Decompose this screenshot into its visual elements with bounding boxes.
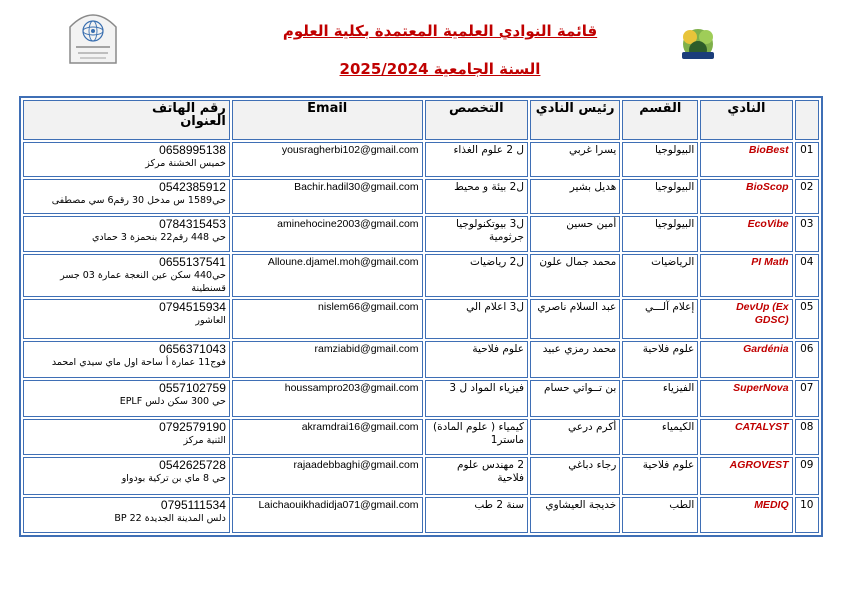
email-cell: Bachir.hadil30@gmail.com <box>232 179 423 214</box>
club-name-cell: PI Math <box>700 254 792 297</box>
specialty-cell: ل2 بيئة و محيط <box>425 179 528 214</box>
department-cell: البيولوجيا <box>622 179 698 214</box>
specialty-cell: فيزياء المواد ل 3 <box>425 380 528 417</box>
row-number: 09 <box>795 457 819 495</box>
specialty-cell: علوم فلاحية <box>425 341 528 378</box>
cell-phone-address <box>23 179 230 214</box>
clubs-table <box>19 96 823 537</box>
header-number <box>795 100 819 140</box>
email-cell: ramziabid@gmail.com <box>232 341 423 378</box>
cell-phone-address <box>23 341 230 378</box>
cell-phone-address <box>23 254 230 297</box>
cell-phone-address <box>23 216 230 252</box>
address: حي1589 س مدخل 30 رقم6 سي مصطفى <box>51 195 226 206</box>
club-name-cell: BioBest <box>700 142 792 177</box>
email-cell: aminehocine2003@gmail.com <box>232 216 423 252</box>
header-specialty: التخصص <box>425 100 528 140</box>
phone-number: 0658995138 <box>159 143 226 157</box>
president-cell: عبد السلام ناصري <box>530 299 620 339</box>
specialty-cell: 2 مهندس علوم فلاحية <box>425 457 528 495</box>
president-cell: يسرا غربي <box>530 142 620 177</box>
phone-number: 0794515934 <box>159 300 226 314</box>
specialty-cell: ل3 اعلام الي <box>425 299 528 339</box>
president-cell: هديل بشير <box>530 179 620 214</box>
club-name-cell: CATALYST <box>700 419 792 455</box>
cell-phone-address <box>23 419 230 455</box>
header-email: Email <box>232 100 423 140</box>
table-row <box>23 497 819 533</box>
address: دلس المدينة الجديدة BP 22 <box>114 513 226 524</box>
header-club: النادي <box>700 100 792 140</box>
address: فوج11 عمارة أ ساحة اول ماي سيدي امحمد <box>51 357 226 368</box>
address: الثنية مركز <box>183 435 226 446</box>
table-row <box>23 457 819 495</box>
department-cell: إعلام آلـــي <box>622 299 698 339</box>
table-header-row <box>23 100 819 140</box>
department-cell: علوم فلاحية <box>622 457 698 495</box>
phone-number: 0557102759 <box>159 381 226 395</box>
club-name-cell: AGROVEST <box>700 457 792 495</box>
table-row <box>23 254 819 297</box>
table-row <box>23 341 819 378</box>
specialty-cell: سنة 2 طب <box>425 497 528 533</box>
department-cell: الرياضيات <box>622 254 698 297</box>
specialty-cell: ل 2 علوم الغذاء <box>425 142 528 177</box>
table-row <box>23 419 819 455</box>
table-row <box>23 380 819 417</box>
table-row <box>23 142 819 177</box>
club-logo-icon <box>676 24 720 62</box>
address: العاشور <box>195 315 226 326</box>
president-cell: بن تــواتي حسام <box>530 380 620 417</box>
email-cell: akramdrai16@gmail.com <box>232 419 423 455</box>
row-number: 10 <box>795 497 819 533</box>
department-cell: الطب <box>622 497 698 533</box>
president-cell: رجاء دباغي <box>530 457 620 495</box>
row-number: 04 <box>795 254 819 297</box>
header-president: رئيس النادي <box>530 100 620 140</box>
row-number: 06 <box>795 341 819 378</box>
phone-number: 0792579190 <box>159 420 226 434</box>
club-name-cell: BioScop <box>700 179 792 214</box>
email-cell: houssampro203@gmail.com <box>232 380 423 417</box>
phone-number: 0656371043 <box>159 342 226 356</box>
row-number: 05 <box>795 299 819 339</box>
specialty-cell: ل3 بيوتكنولوجيا جرثومية <box>425 216 528 252</box>
specialty-cell: كيمياء ( علوم المادة) ماستر1 <box>425 419 528 455</box>
phone-number: 0784315453 <box>159 217 226 231</box>
president-cell: محمد رمزي عبيد <box>530 341 620 378</box>
cell-phone-address <box>23 497 230 533</box>
email-cell: Alloune.djamel.moh@gmail.com <box>232 254 423 297</box>
cell-phone-address <box>23 457 230 495</box>
address: حي 300 سكن دلس EPLF <box>119 396 226 407</box>
department-cell: الكيمياء <box>622 419 698 455</box>
club-name-cell: EcoVibe <box>700 216 792 252</box>
specialty-cell: ل2 رياضيات <box>425 254 528 297</box>
email-cell: yousragherbi102@gmail.com <box>232 142 423 177</box>
president-cell: أكرم درعي <box>530 419 620 455</box>
address: حي 8 ماي بن تركية بودواو <box>121 473 226 484</box>
phone-number: 0542385912 <box>159 180 226 194</box>
club-name-cell: MEDIQ <box>700 497 792 533</box>
page-title: قائمة النوادي العلمية المعتمدة بكلية العلوم <box>282 22 598 40</box>
department-cell: الفيزياء <box>622 380 698 417</box>
address: حي 448 رقم22 بنحمزة 3 حمادي <box>91 232 226 243</box>
row-number: 03 <box>795 216 819 252</box>
address: حي440 سكن عين النعجة عمارة 03 جسر قسنطينة <box>60 270 226 294</box>
header-department: القسم <box>622 100 698 140</box>
department-cell: البيولوجيا <box>622 142 698 177</box>
cell-phone-address <box>23 142 230 177</box>
club-name-cell: Gardénia <box>700 341 792 378</box>
academic-year: السنة الجامعية 2025/2024 <box>339 60 541 78</box>
table-row <box>23 216 819 252</box>
phone-number: 0655137541 <box>159 255 226 269</box>
phone-number: 0542625728 <box>159 458 226 472</box>
department-cell: البيولوجيا <box>622 216 698 252</box>
table-row <box>23 179 819 214</box>
cell-phone-address <box>23 380 230 417</box>
header-phone-address <box>23 100 230 140</box>
club-name-cell: SuperNova <box>700 380 792 417</box>
club-name-cell: DevUp (Ex GDSC) <box>700 299 792 339</box>
department-cell: علوم فلاحية <box>622 341 698 378</box>
president-cell: خديجة العيشاوي <box>530 497 620 533</box>
president-cell: أمين حسين <box>530 216 620 252</box>
row-number: 07 <box>795 380 819 417</box>
faculty-logo-icon <box>66 9 120 67</box>
header-phone: رقم الهاتف <box>152 101 226 116</box>
phone-number: 0795111534 <box>160 498 226 512</box>
address: خميس الخشنة مركز <box>145 158 226 169</box>
header-address: العنوان <box>180 114 226 129</box>
cell-phone-address <box>23 299 230 339</box>
president-cell: محمد جمال علون <box>530 254 620 297</box>
row-number: 01 <box>795 142 819 177</box>
table-row <box>23 299 819 339</box>
email-cell: rajaadebbaghi@gmail.com <box>232 457 423 495</box>
row-number: 02 <box>795 179 819 214</box>
email-cell: Laichaouikhadidja071@gmail.com <box>232 497 423 533</box>
row-number: 08 <box>795 419 819 455</box>
email-cell: nislem66@gmail.com <box>232 299 423 339</box>
